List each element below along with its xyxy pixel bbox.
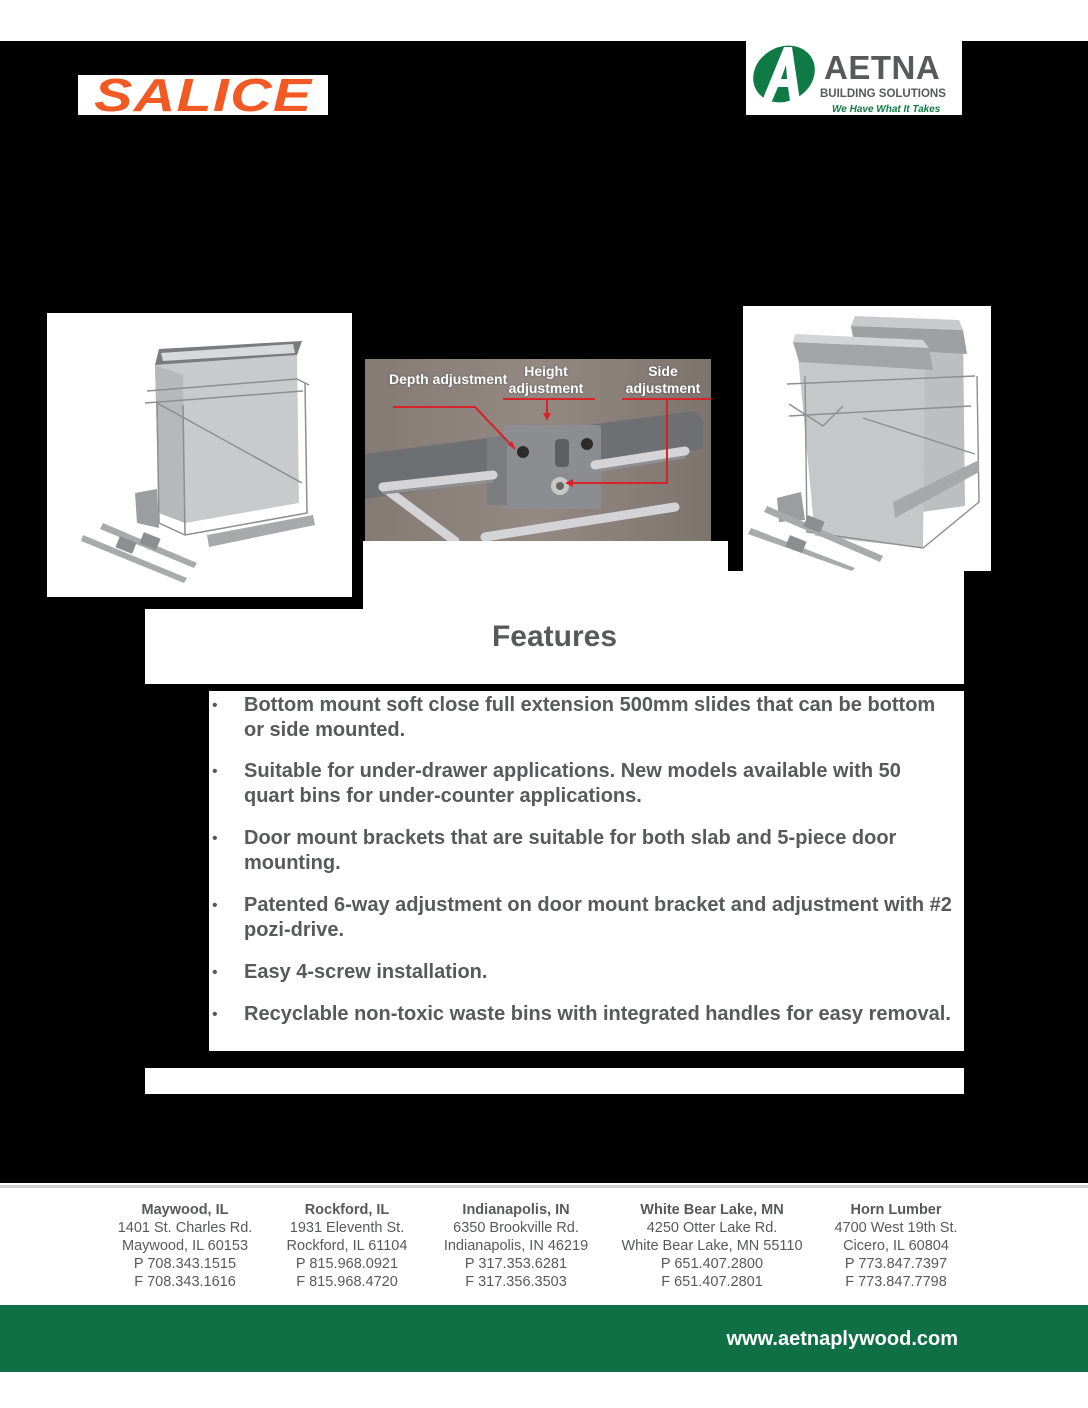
location-city: Indianapolis, IN	[462, 1202, 570, 1218]
single-bin-pullout-image	[47, 313, 352, 597]
double-bin-pullout-image	[743, 306, 991, 571]
callout-side-adjustment: Side adjustment	[625, 363, 701, 396]
location-phone: P 708.343.1515	[133, 1256, 237, 1272]
features-header-box	[145, 609, 964, 684]
callout-depth-adjustment: Depth adjustment	[389, 371, 508, 387]
location-street: 4700 West 19th St.	[834, 1220, 958, 1236]
location-fax: F 317.356.3503	[465, 1274, 567, 1290]
location-fax: F 773.847.7798	[845, 1274, 947, 1290]
location-street: 6350 Brookville Rd.	[453, 1220, 579, 1236]
location-citystatezip: White Bear Lake, MN 55110	[621, 1238, 803, 1254]
location-fax: F 651.407.2801	[661, 1274, 763, 1290]
callout-height-adjustment: Height adjustment	[508, 363, 584, 396]
bullet-icon: •	[212, 964, 218, 981]
location-maywood	[105, 1201, 265, 1291]
location-city: Horn Lumber	[850, 1202, 942, 1218]
aetna-subtitle: BUILDING SOLUTIONS	[820, 88, 946, 100]
location-street: 1931 Eleventh St.	[289, 1220, 405, 1236]
bracket-adjustment-image	[365, 359, 711, 541]
bullet-icon: •	[212, 697, 218, 714]
location-city: White Bear Lake, MN	[640, 1202, 784, 1218]
feature-text: Door mount brackets that are suitable for both slab and 5-piece door mounting.	[244, 827, 897, 874]
location-citystatezip: Maywood, IL 60153	[121, 1238, 249, 1254]
location-fax: F 708.343.1616	[134, 1274, 236, 1290]
location-phone: P 773.847.7397	[844, 1256, 948, 1272]
location-street: 1401 St. Charles Rd.	[117, 1220, 253, 1236]
features-list	[209, 691, 964, 1051]
salice-logo-text: SALICE	[93, 75, 313, 115]
location-fax: F 815.968.4720	[296, 1274, 398, 1290]
white-spacer-block	[363, 541, 728, 611]
location-phone: P 815.968.0921	[295, 1256, 399, 1272]
features-title: Features	[491, 620, 618, 653]
website-link[interactable]: www.aetnaplywood.com	[726, 1328, 958, 1350]
bullet-icon: •	[212, 763, 218, 780]
location-white-bear-lake	[612, 1201, 812, 1291]
feature-text: Patented 6-way adjustment on door mount bracket and adjustment with #2 pozi-drive.	[244, 894, 952, 941]
location-phone: P 317.353.6281	[464, 1256, 568, 1272]
feature-text: Recyclable non-toxic waste bins with integrated handles for easy removal.	[244, 1003, 951, 1025]
blank-white-bar	[145, 1068, 964, 1094]
location-rockford	[267, 1201, 427, 1291]
location-phone: P 651.407.2800	[660, 1256, 764, 1272]
feature-text: Easy 4-screw installation.	[244, 961, 488, 983]
aetna-tagline: We Have What It Takes	[832, 104, 941, 115]
aetna-name: AETNA	[824, 49, 941, 86]
location-city: Rockford, IL	[304, 1202, 390, 1218]
feature-text: Suitable for under-drawer applications. New models available with 50 quart bins for under-counter applications.	[244, 760, 901, 807]
location-city: Maywood, IL	[141, 1202, 229, 1218]
location-horn-lumber	[816, 1201, 976, 1291]
location-citystatezip: Indianapolis, IN 46219	[443, 1238, 589, 1254]
bullet-icon: •	[212, 1006, 218, 1023]
bullet-icon: •	[212, 830, 218, 847]
white-spacer-block	[728, 571, 964, 611]
location-citystatezip: Rockford, IL 61104	[286, 1238, 408, 1254]
aetna-a-mark-icon	[748, 43, 818, 103]
footer-divider	[0, 1185, 1088, 1188]
location-citystatezip: Cicero, IL 60804	[843, 1238, 949, 1254]
bullet-icon: •	[212, 897, 218, 914]
feature-text: Bottom mount soft close full extension 500mm slides that can be bottom or side mounted.	[244, 694, 936, 741]
location-indianapolis	[431, 1201, 601, 1291]
salice-logo	[78, 75, 328, 115]
location-street: 4250 Otter Lake Rd.	[646, 1220, 778, 1236]
aetna-logo	[746, 41, 962, 115]
footer-green-bar	[0, 1305, 1088, 1372]
